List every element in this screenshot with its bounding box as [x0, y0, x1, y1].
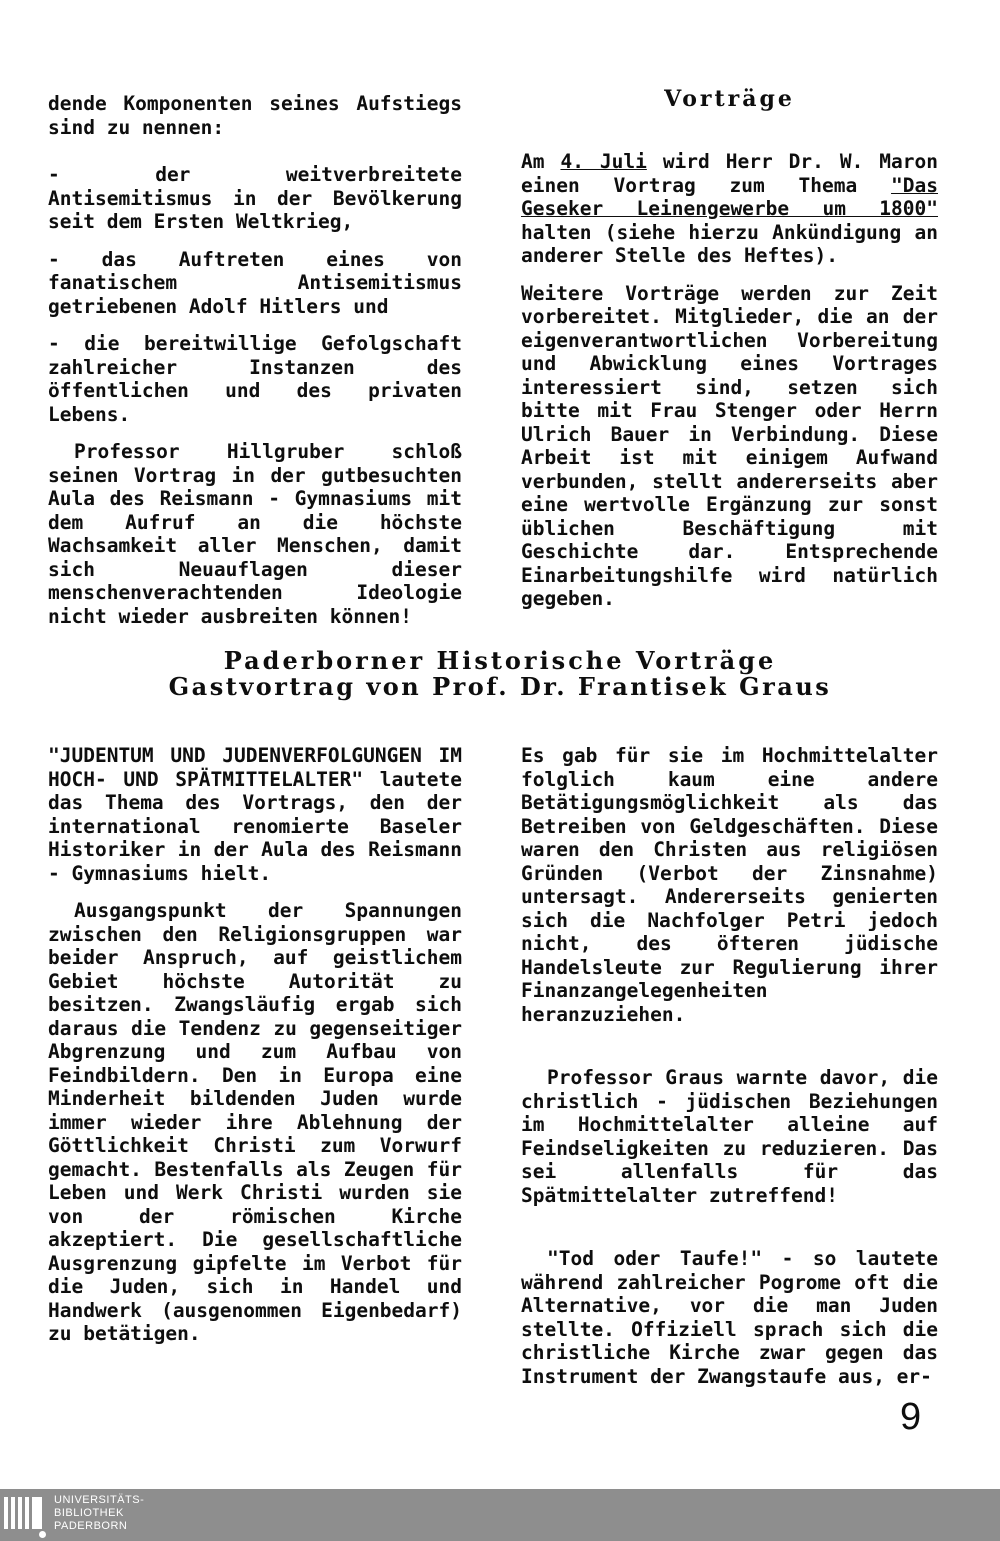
paragraph: Es gab für sie im Hochmittelalter folglich kaum eine andere Betätigungsmöglichkeit als das Betreiben von Geldgeschäften. Diese waren den Christen aus religiösen Gründen (Verbot der Zinsnahme) untersagt. Andererseits genierten sich die Nachfolger Petri jedoch nicht, des öfteren jüdische Handelsleute zur Regulierung ihrer Finanzangelegenheiten heranzuziehen. — [521, 744, 938, 1026]
library-name — [54, 1494, 144, 1533]
paragraph: "Tod oder Taufe!" - so lautete während zahlreicher Pogrome oft die Alternative, vor die man Juden stellte. Offiziell sprach sich die christliche Kirche zwar gegen das Instrument der Zwangstaufe aus, er- — [521, 1247, 938, 1388]
paragraph: "JUDENTUM UND JUDENVERFOLGUNGEN IM HOCH- UND SPÄTMITTELALTER" lautete das Thema des Vortrags, den der international renomierte Baseler Historiker in der Aula des Reismann - Gymnasiums hielt. — [48, 744, 462, 885]
article-title: Gastvortrag von Prof. Dr. Frantisek Graus — [168, 672, 832, 701]
vortraege-column — [521, 150, 938, 611]
text: halten (siehe hierzu Ankündigung an anderer Stelle des Heftes). — [521, 220, 938, 267]
lecture-topic: "Das Geseker Leinengewerbe um 1800" — [521, 173, 938, 220]
library-name-line: PADERBORN — [54, 1520, 128, 1532]
series-title: Paderborner Historische Vorträge — [223, 646, 777, 675]
paragraph: Weitere Vorträge werden zur Zeit vorbereitet. Mitglieder, die an der eigenverantwortlichen Vorbereitung und Abwicklung eines Vortrages interessiert sind, setzen sich bitte mit Frau Stenger oder Herrn Ulrich Bauer in Verbindung. Diese Arbeit ist mit einigem Aufwand verbunden, stellt andererseits aber eine wertvolle Ergänzung zur sonst üblichen Beschäftigung mit Geschichte dar. Entsprechende Einarbeitungshilfe wird natürlich gegeben. — [521, 281, 938, 610]
list-item: - der weitverbreitete Antisemitismus in der Bevölkerung seit dem Ersten Weltkrieg, — [48, 163, 462, 233]
text: Am — [521, 150, 561, 173]
library-name-line: UNIVERSITÄTS- — [54, 1494, 145, 1506]
paragraph: Professor Hillgruber schloß seinen Vortrag in der gutbesuchten Aula des Reismann - Gymnasiums mit dem Aufruf an die höchste Wachsamkeit aller Menschen, damit sich Neuauflagen dieser menschenverachtenden Ideologie nicht wieder ausbreiten können! — [48, 440, 462, 628]
text: wird Herr Dr. W. Maron einen Vortrag zum Thema — [521, 150, 938, 197]
paragraph: Professor Graus warnte davor, die christlich - jüdischen Beziehungen im Hochmittelalter alleine auf Feindseligkeiten zu reduzieren. Das sei allenfalls für das Spätmittelalter zutreffend! — [521, 1066, 938, 1207]
page-number: 9 — [900, 1396, 923, 1438]
list-item: - das Auftreten eines von fanatischem Antisemitismus getriebenen Adolf Hitlers und — [48, 247, 462, 318]
library-logo-icon — [4, 1497, 48, 1535]
paragraph: dende Komponenten seines Aufstiegs sind zu nennen: — [48, 92, 462, 139]
library-name-line: BIBLIOTHEK — [54, 1507, 124, 1519]
section-title-vortraege: Vorträge — [664, 86, 795, 112]
paragraph — [521, 150, 938, 268]
library-footer — [0, 1489, 1000, 1541]
lecture-date: 4. Juli — [560, 150, 647, 173]
paragraph: Ausgangspunkt der Spannungen zwischen den Religionsgruppen war beider Anspruch, auf geistlichem Gebiet höchste Autorität zu besitzen. Zwangsläufig ergab sich daraus die Tendenz zu gegenseitiger Abgrenzung und zum Aufbau von Feindbildern. Den in Europa eine Minderheit bildenden Juden wurde immer wieder ihre Ablehnung der Göttlichkeit Christi zum Vorwurf gemacht. Bestenfalls als Zeugen für Leben und Werk Christi wurden sie von der römischen Kirche akzeptiert. Die gesellschaftliche Ausgrenzung gipfelte im Verbot für die Juden, sich in Handel und Handwerk (ausgenommen Eigenbedarf) zu betätigen. — [48, 899, 462, 1345]
article-right-column — [521, 744, 938, 1388]
article-left-column — [48, 744, 462, 1346]
top-left-column — [48, 92, 462, 628]
list-item: - die bereitwillige Gefolgschaft zahlreicher Instanzen des öffentlichen und des privaten Lebens. — [48, 332, 462, 426]
